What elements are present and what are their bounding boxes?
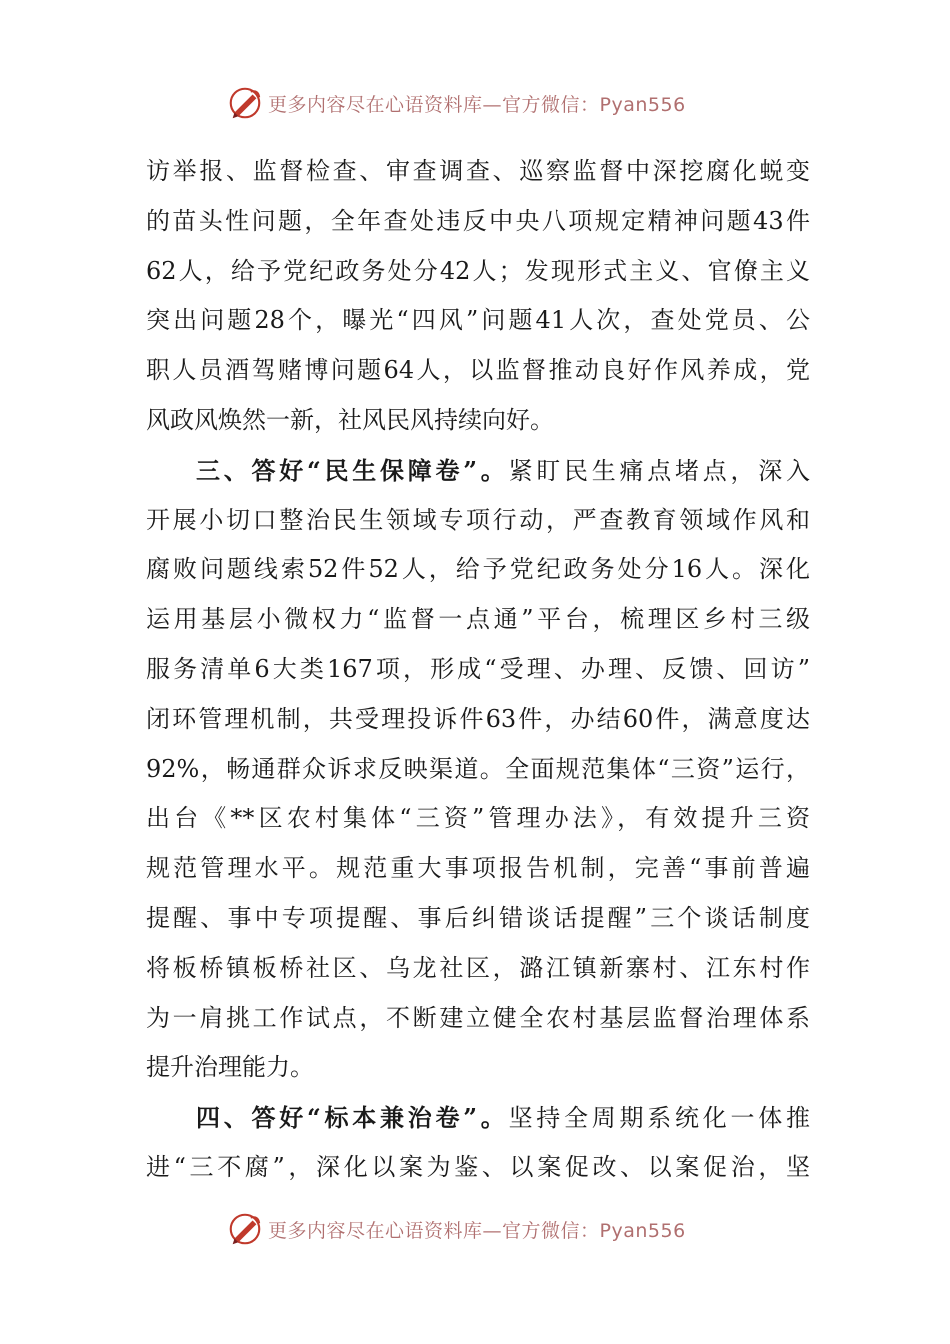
pen-logo-icon xyxy=(226,1210,264,1248)
line-text: 服务清单6大类167项，形成“受理、办理、反馈、回访” xyxy=(146,654,810,683)
line-text: 为一肩挑工作试点，不断建立健全农村基层监督治理体系 xyxy=(146,1003,810,1032)
line-text: 的苗头性问题，全年查处违反中央八项规定精神问题43件 xyxy=(146,206,810,235)
text-line xyxy=(146,396,810,446)
line-text: 62人，给予党纪政务处分42人；发现形式主义、官僚主义 xyxy=(146,256,810,285)
text-line xyxy=(146,844,810,894)
text-line xyxy=(146,1143,810,1193)
section-heading-line xyxy=(146,1093,810,1143)
text-line xyxy=(146,894,810,944)
text-line xyxy=(146,994,810,1044)
line-text: 突出问题28个，曝光“四风”问题41人次，查处党员、公 xyxy=(146,306,810,335)
text-line xyxy=(146,595,810,645)
watermark-footer xyxy=(226,1209,746,1249)
watermark-text: 更多内容尽在心语资料库—官方微信：Pyan556 xyxy=(268,93,686,116)
section-heading: 四、答好“标本兼治卷”。 xyxy=(196,1103,509,1133)
section-heading: 三、答好“民生保障卷”。 xyxy=(196,455,509,485)
line-text: 提升治理能力。 xyxy=(146,1053,314,1082)
text-line xyxy=(146,944,810,994)
line-text: 出台《**区农村集体“三资”管理办法》，有效提升三资 xyxy=(146,804,810,833)
line-text: 坚持全周期系统化一体推 xyxy=(508,1104,811,1133)
line-text: 紧盯民生痛点堵点，深入 xyxy=(508,456,811,485)
line-text: 将板桥镇板桥社区、乌龙社区，潞江镇新寨村、江东村作 xyxy=(146,953,810,982)
text-line xyxy=(146,496,810,546)
text-line xyxy=(146,247,810,297)
document-body xyxy=(146,147,810,1193)
line-text: 闭环管理机制，共受理投诉件63件，办结60件，满意度达 xyxy=(146,704,810,733)
line-text: 运用基层小微权力“监督一点通”平台，梳理区乡村三级 xyxy=(146,605,810,634)
pen-logo-icon xyxy=(226,84,264,122)
section-heading-line xyxy=(146,446,810,496)
text-line xyxy=(146,794,810,844)
line-text: 提醒、事中专项提醒、事后纠错谈话提醒”三个谈话制度 xyxy=(146,903,810,932)
text-line xyxy=(146,645,810,695)
text-line xyxy=(146,147,810,197)
watermark-header xyxy=(226,83,746,123)
text-line xyxy=(146,296,810,346)
text-line xyxy=(146,1043,810,1093)
text-line xyxy=(146,695,810,745)
line-text: 规范管理水平。规范重大事项报告机制，完善“事前普遍 xyxy=(146,854,810,883)
text-line xyxy=(146,197,810,247)
text-line xyxy=(146,346,810,396)
line-text: 访举报、监督检查、审查调查、巡察监督中深挖腐化蜕变 xyxy=(146,157,810,185)
watermark-wechat-id: Pyan556 xyxy=(599,93,686,116)
watermark-text: 更多内容尽在心语资料库—官方微信：Pyan556 xyxy=(268,1219,686,1242)
line-text: 风政风焕然一新，社风民风持续向好。 xyxy=(146,405,554,434)
line-text: 92%，畅通群众诉求反映渠道。全面规范集体“三资”运行， xyxy=(146,754,810,783)
line-text: 进“三不腐”，深化以案为鉴、以案促改、以案促治，坚 xyxy=(146,1152,810,1181)
text-line xyxy=(146,545,810,595)
watermark-wechat-id: Pyan556 xyxy=(599,1219,686,1242)
line-text: 开展小切口整治民生领域专项行动，严查教育领域作风和 xyxy=(146,505,810,534)
line-text: 腐败问题线索52件52人，给予党纪政务处分16人。深化 xyxy=(146,555,810,584)
line-text: 职人员酒驾赌博问题64人，以监督推动良好作风养成，党 xyxy=(146,356,810,385)
text-line xyxy=(146,745,810,795)
